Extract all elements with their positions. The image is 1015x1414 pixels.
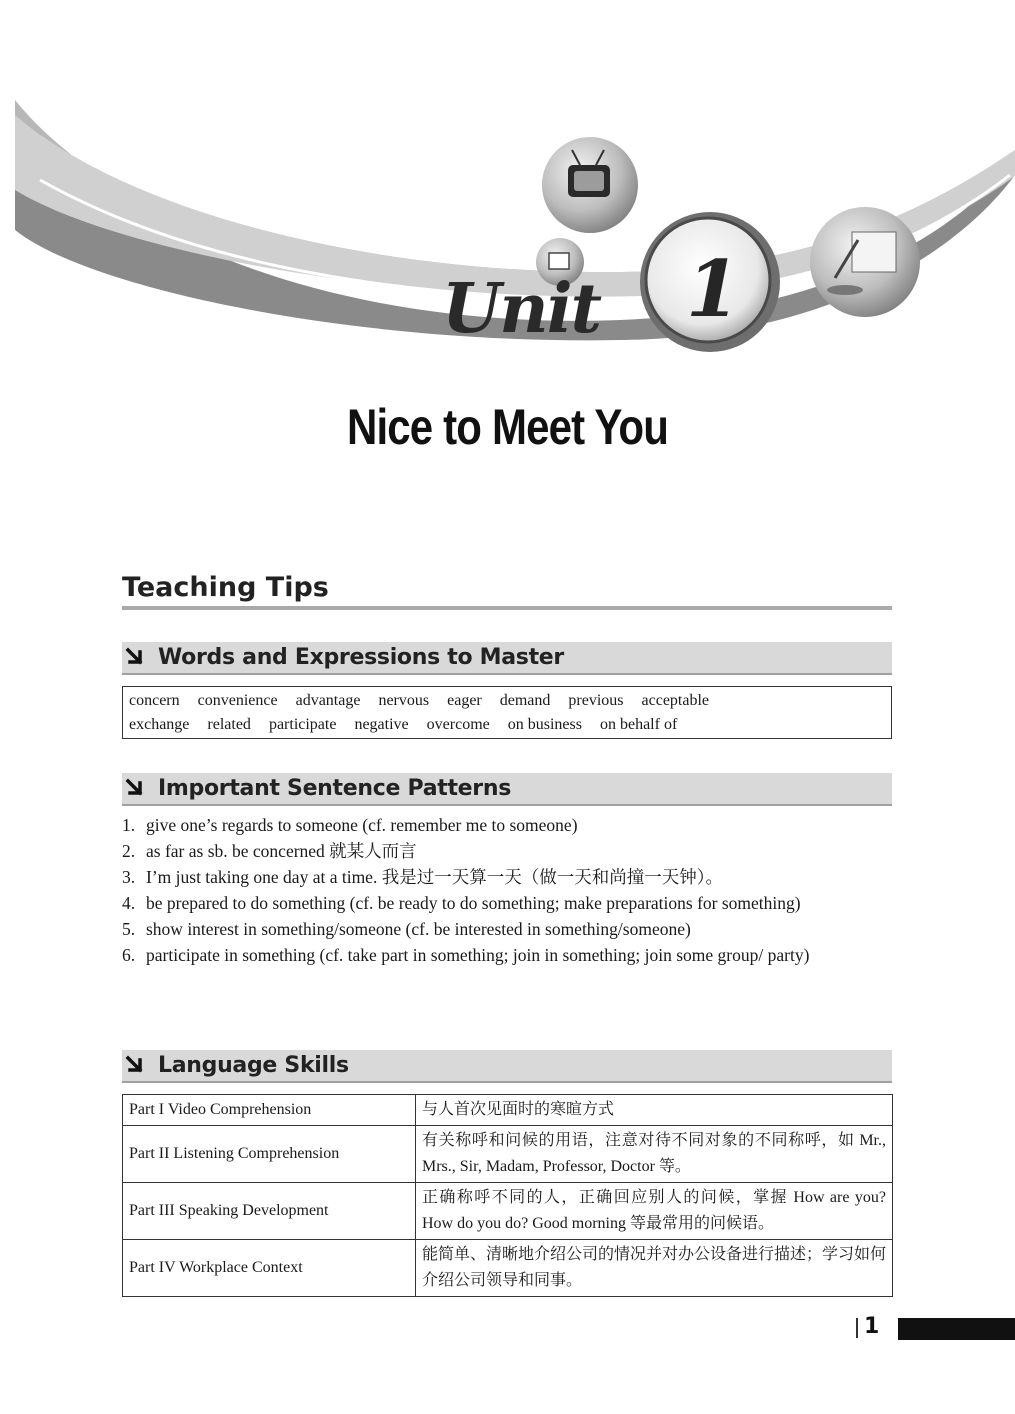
vocab-item: on business <box>507 716 582 733</box>
vocab-item: acceptable <box>641 692 710 709</box>
vocab-item: nervous <box>378 692 430 709</box>
vocab-row <box>129 713 885 737</box>
pattern-text: show interest in something/someone (cf. be interested in something/someone) <box>146 919 691 939</box>
words-title: Words and Expressions to Master <box>158 645 564 670</box>
skill-description: 正确称呼不同的人，正确回应别人的问候，掌握 How are you? How do you do? Good morning 等最常用的问候语。 <box>416 1183 893 1240</box>
pattern-text: participate in something (cf. take part in something; join in something; join some group/ party) <box>146 945 810 965</box>
skill-description: 能简单、清晰地介绍公司的情况并对办公设备进行描述；学习如何介绍公司领导和同事。 <box>416 1240 893 1297</box>
vocab-item: concern <box>129 692 180 709</box>
vocab-item: advantage <box>295 692 361 709</box>
skills-table <box>122 1094 893 1297</box>
page-number: 1 <box>864 1314 880 1339</box>
pattern-number: 6. <box>122 945 136 965</box>
section-title-teaching-tips: Teaching Tips <box>122 572 329 603</box>
unit-word: Unit <box>442 269 600 349</box>
vocab-item: convenience <box>197 692 278 709</box>
pattern-number: 2. <box>122 841 136 861</box>
pattern-list <box>122 812 892 968</box>
section-divider <box>122 606 892 610</box>
table-row <box>123 1095 893 1126</box>
pattern-text: be prepared to do something (cf. be ready to do something; make preparations for something) <box>146 893 801 913</box>
pattern-number: 4. <box>122 893 136 913</box>
vocab-item: eager <box>447 692 482 709</box>
arrow-down-right-icon <box>124 646 148 670</box>
pattern-item <box>122 812 892 838</box>
words-header <box>122 642 892 675</box>
pattern-item <box>122 890 892 916</box>
arrow-down-right-icon <box>124 777 148 801</box>
pattern-number: 5. <box>122 919 136 939</box>
newspaper-icon <box>810 207 920 317</box>
vocab-item: negative <box>354 716 409 733</box>
pattern-item <box>122 916 892 942</box>
skill-description: 有关称呼和问候的用语，注意对待不同对象的不同称呼，如 Mr., Mrs., Sir, Madam, Professor, Doctor 等。 <box>416 1126 893 1183</box>
pattern-number: 3. <box>122 867 136 887</box>
pattern-item <box>122 864 892 890</box>
skills-title: Language Skills <box>158 1053 349 1078</box>
skill-description: 与人首次见面时的寒暄方式 <box>416 1095 893 1126</box>
skill-part: Part III Speaking Development <box>123 1183 416 1240</box>
footer-block <box>898 1318 1015 1340</box>
patterns-header <box>122 773 892 806</box>
vocab-item: overcome <box>426 716 490 733</box>
pattern-item <box>122 838 892 864</box>
vocab-item: on behalf of <box>599 716 678 733</box>
vocab-item: related <box>207 716 251 733</box>
pattern-text: I’m just taking one day at a time. 我是过一天算一天（做一天和尚撞一天钟）。 <box>146 867 723 887</box>
skill-part: Part IV Workplace Context <box>123 1240 416 1297</box>
vocab-item: participate <box>268 716 337 733</box>
table-row <box>123 1126 893 1183</box>
vocab-item: exchange <box>129 716 190 733</box>
patterns-title: Important Sentence Patterns <box>158 776 512 801</box>
skill-part: Part II Listening Comprehension <box>123 1126 416 1183</box>
pattern-item <box>122 942 892 968</box>
vocab-box <box>122 686 892 739</box>
pattern-number: 1. <box>122 815 136 835</box>
skills-header <box>122 1050 892 1083</box>
skill-part: Part I Video Comprehension <box>123 1095 416 1126</box>
vocab-item: demand <box>499 692 551 709</box>
unit-title: Nice to Meet You <box>346 399 669 455</box>
footer-divider <box>856 1318 858 1338</box>
table-row <box>123 1240 893 1297</box>
tv-icon <box>542 137 638 233</box>
vocab-row <box>129 689 885 713</box>
unit-banner <box>0 0 1015 400</box>
pattern-text: give one’s regards to someone (cf. remember me to someone) <box>146 815 578 835</box>
unit-number: 1 <box>686 244 741 335</box>
pattern-text: as far as sb. be concerned 就某人而言 <box>146 841 417 861</box>
vocab-item: previous <box>568 692 624 709</box>
table-row <box>123 1183 893 1240</box>
arrow-down-right-icon <box>124 1054 148 1078</box>
